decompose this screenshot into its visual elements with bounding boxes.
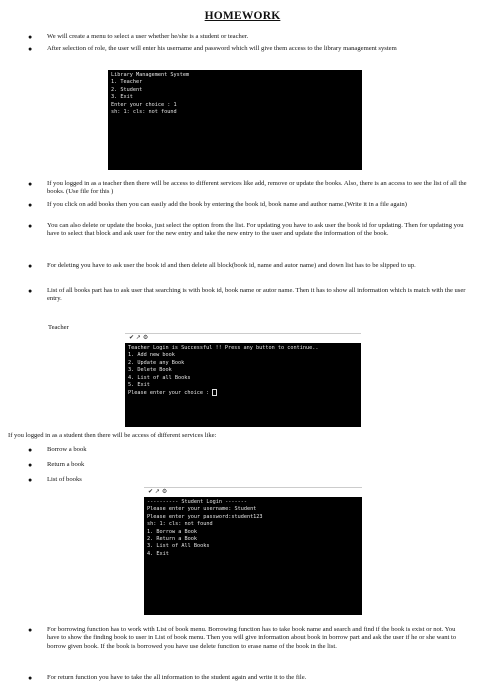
terminal-line: ---------- Student Login ------- <box>147 499 247 505</box>
bullet-dot: ● <box>28 287 33 295</box>
terminal-line: 2. Student <box>111 86 143 93</box>
bullet-dot: ● <box>28 45 33 53</box>
terminal-student-menu <box>144 497 362 615</box>
terminal-line: Teacher Login is Successful !! Press any button to continue.. <box>128 345 319 351</box>
bullet-text: List of books <box>47 476 82 483</box>
bullet-dot: ● <box>28 262 33 270</box>
bullet-delete-books <box>28 262 468 270</box>
bullet-text: For borrowing function has to work with List of book menu. Borrowing function has to take book name and search and find if the book is exist or not. You have to show the finding book to user in List of book menu. Then you will give information about book in borrow part and ask the user if he or she want to borrow given book. If the book is borrowed you have use delete function to erase name of the book in the list. <box>47 626 457 650</box>
bullet-text: If you click on add books then you can easily add the book by entering the book id, book name and author name.(Write it in a file again) <box>47 201 407 208</box>
terminal-line: 3. Exit <box>111 94 133 101</box>
terminal-line: Library Management System <box>111 72 190 78</box>
terminal-line: 4. List of all Books <box>128 374 191 381</box>
terminal-line: 2. Update any Book <box>128 359 185 366</box>
terminal-line: Please enter your username: Student <box>147 506 257 513</box>
toolbar-icons[interactable]: ✔ ↗ ⚙ <box>129 334 149 341</box>
bullet-menu-select <box>28 33 468 41</box>
bullet-dot: ● <box>28 626 33 634</box>
student-bullet-borrow <box>28 446 468 454</box>
bullet-dot: ● <box>28 33 33 41</box>
bullet-return-function <box>28 674 468 682</box>
page-title: HOMEWORK <box>204 10 281 22</box>
bullet-dot: ● <box>28 201 33 209</box>
bullet-list-books <box>28 287 468 304</box>
student-bullet-return <box>28 461 468 469</box>
bullet-text: Borrow a book <box>47 446 87 453</box>
student-bullet-list <box>28 476 468 484</box>
terminal-line: 1. Teacher <box>111 79 143 86</box>
bullet-teacher-access <box>28 180 468 197</box>
teacher-label: Teacher <box>48 324 69 331</box>
terminal-prompt-line <box>128 389 361 397</box>
terminal-line: sh: 1: cls: not found <box>111 109 177 116</box>
terminal-line: Please enter your password:student123 <box>147 513 263 520</box>
bullet-dot: ● <box>28 461 33 469</box>
terminal-line: 2. Return a Book <box>147 536 197 543</box>
bullet-dot: ● <box>28 222 33 230</box>
terminal-teacher-menu <box>125 343 361 427</box>
bullet-dot: ● <box>28 180 33 188</box>
terminal-cursor[interactable] <box>212 389 217 396</box>
bullet-borrow-function <box>28 626 468 651</box>
bullet-dot: ● <box>28 446 33 454</box>
terminal-line: 3. Delete Book <box>128 367 172 374</box>
terminal-main-menu <box>108 70 362 170</box>
terminal-line: sh: 1: cls: not found <box>147 521 213 528</box>
student-intro: If you logged in as a student then there will be access of different services like: <box>8 432 217 439</box>
terminal-line: Enter your choice : 1 <box>111 101 177 108</box>
terminal-line: 3. List of All Books <box>147 543 210 550</box>
bullet-text: List of all books part has to ask user that searching is with book id, book name or autor name. Then it has to show all information which is match with the user entry. <box>47 287 466 303</box>
terminal-line: 4. Exit <box>147 550 169 557</box>
bullet-text: You can also delete or update the books, just select the option from the list. For updating you have to ask user the book id for updating. Then for updating you have to select that block and ask user for the new entry and take the new entry to the user and update the information of the book. <box>47 222 464 238</box>
bullet-text: We will create a menu to select a user whether he/she is a student or teacher. <box>47 33 249 40</box>
bullet-update-books <box>28 222 468 239</box>
terminal-prompt: Please enter your choice : <box>128 390 213 397</box>
bullet-dot: ● <box>28 476 33 484</box>
bullet-login <box>28 45 468 53</box>
bullet-text: For return function you have to take the all information to the student again and write it to the file. <box>47 674 307 681</box>
bullet-text: After selection of role, the user will enter his username and password which will give them access to the library management system <box>47 45 397 52</box>
toolbar-icons[interactable]: ✔ ↗ ⚙ <box>148 488 168 495</box>
terminal-line: 1. Add new book <box>128 352 175 359</box>
bullet-text: If you logged in as a teacher then there will be access to different services like add, remove or update the books. Also, there is an access to see the list of all the books. (Use file for this ) <box>47 180 467 196</box>
bullet-dot: ● <box>28 674 33 682</box>
bullet-add-books <box>28 201 468 209</box>
bullet-text: Return a book <box>47 461 85 468</box>
bullet-text: For deleting you have to ask user the book id and then delete all block(book id, name and autor name) and down list has to be slipped to up. <box>47 262 416 269</box>
terminal-line: 5. Exit <box>128 382 150 389</box>
terminal-line: 1. Borrow a Book <box>147 528 197 535</box>
